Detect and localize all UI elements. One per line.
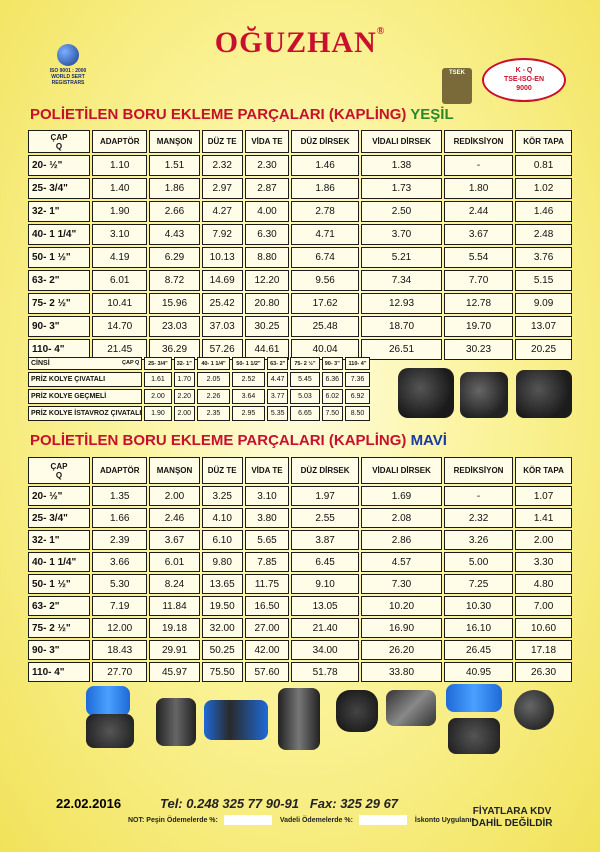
priz-price-cell: 2.26 xyxy=(197,389,230,404)
price-cell: 37.03 xyxy=(202,316,243,337)
price-cell: 1.07 xyxy=(515,486,572,506)
size-cell: 20- ½" xyxy=(28,155,90,176)
priz-price-cell: 2.95 xyxy=(232,406,265,421)
price-cell: 2.86 xyxy=(361,530,442,550)
priz-size-header: 32- 1" xyxy=(174,357,195,370)
price-cell: 19.50 xyxy=(202,596,243,616)
section-title-text: POLİETİLEN BORU EKLEME PARÇALARI (KAPLİNG) xyxy=(30,432,407,449)
price-cell: 3.76 xyxy=(515,247,572,268)
priz-kolye-image-2 xyxy=(460,372,508,418)
priz-price-cell: 1.70 xyxy=(174,372,195,387)
price-cell: 32.00 xyxy=(202,618,243,638)
col-header: VİDALI DİRSEK xyxy=(361,130,442,153)
priz-size-header: 25- 3/4" xyxy=(144,357,171,370)
price-cell: 17.62 xyxy=(291,293,359,314)
price-cell: 6.01 xyxy=(149,552,199,572)
table-row xyxy=(28,574,572,594)
vat-notice xyxy=(462,806,562,830)
price-cell: 40.04 xyxy=(291,339,359,360)
price-cell: 30.23 xyxy=(444,339,513,360)
vat-line1: FİYATLARA KDV xyxy=(472,806,552,817)
col-header: VİDA TE xyxy=(245,130,289,153)
iso-line1: ISO 9001 : 2000 xyxy=(49,68,87,74)
price-cell: - xyxy=(444,155,513,176)
section-title-green xyxy=(30,106,454,123)
priz-price-cell: 2.00 xyxy=(144,389,171,404)
price-cell: 26.51 xyxy=(361,339,442,360)
col-header: DÜZ DİRSEK xyxy=(291,130,359,153)
price-cell: 20.25 xyxy=(515,339,572,360)
table-row xyxy=(28,596,572,616)
size-cell: 50- 1 ½" xyxy=(28,574,90,594)
price-cell: 5.00 xyxy=(444,552,513,572)
note-credit: Vadeli Ödemelerde %: xyxy=(279,816,353,824)
price-cell: 11.84 xyxy=(149,596,199,616)
price-cell: 6.10 xyxy=(202,530,243,550)
priz-kolye-table xyxy=(26,355,372,423)
priz-name-cell: PRİZ KOLYE GEÇMELİ xyxy=(28,389,142,404)
price-cell: 33.80 xyxy=(361,662,442,682)
size-cell: 32- 1" xyxy=(28,530,90,550)
size-cell: 40- 1 1/4" xyxy=(28,552,90,572)
price-cell: 57.60 xyxy=(245,662,289,682)
price-cell: 44.61 xyxy=(245,339,289,360)
price-cell: 2.55 xyxy=(291,508,359,528)
price-cell: 42.00 xyxy=(245,640,289,660)
price-cell: 5.21 xyxy=(361,247,442,268)
phone-number: Tel: 0.248 325 77 90-91 xyxy=(160,796,300,811)
price-cell: 29.91 xyxy=(149,640,199,660)
size-cell: 75- 2 ½" xyxy=(28,293,90,314)
credit-discount-blank xyxy=(359,815,407,825)
price-cell: 23.03 xyxy=(149,316,199,337)
cap-header: ÇAP Q xyxy=(28,130,90,153)
table-row xyxy=(28,270,572,291)
price-cell: 26.45 xyxy=(444,640,513,660)
price-cell: 57.26 xyxy=(202,339,243,360)
discount-note xyxy=(128,815,474,825)
priz-kolye-image-3 xyxy=(516,370,572,418)
price-cell: 0.81 xyxy=(515,155,572,176)
price-cell: 6.01 xyxy=(92,270,147,291)
fax-number: Fax: 325 29 67 xyxy=(309,796,399,811)
price-cell: 2.66 xyxy=(149,201,199,222)
price-cell: 9.09 xyxy=(515,293,572,314)
size-cell: 20- ½" xyxy=(28,486,90,506)
priz-size-header: 50- 1 1/2" xyxy=(232,357,265,370)
table-row xyxy=(28,618,572,638)
priz-row xyxy=(28,406,370,421)
priz-price-cell: 3.64 xyxy=(232,389,265,404)
price-cell: 4.71 xyxy=(291,224,359,245)
price-cell: 1.66 xyxy=(92,508,147,528)
note-cash: NOT: Peşin Ödemelerde %: xyxy=(128,816,218,824)
price-cell: 1.46 xyxy=(515,201,572,222)
price-cell: 9.10 xyxy=(291,574,359,594)
price-cell: 75.50 xyxy=(202,662,243,682)
price-cell: 4.19 xyxy=(92,247,147,268)
size-cell: 25- 3/4" xyxy=(28,178,90,199)
price-cell: 6.74 xyxy=(291,247,359,268)
price-cell: 6.30 xyxy=(245,224,289,245)
blue-price-table xyxy=(26,455,574,684)
price-cell: 36.29 xyxy=(149,339,199,360)
col-header: ADAPTÖR xyxy=(92,457,147,484)
price-cell: 9.56 xyxy=(291,270,359,291)
priz-price-cell: 5.03 xyxy=(290,389,319,404)
priz-size-header: 110- 4" xyxy=(345,357,370,370)
size-cell: 75- 2 ½" xyxy=(28,618,90,638)
size-cell: 32- 1" xyxy=(28,201,90,222)
price-cell: 1.86 xyxy=(291,178,359,199)
kq-seal xyxy=(482,58,566,102)
size-cell: 63- 2" xyxy=(28,596,90,616)
price-cell: 3.87 xyxy=(291,530,359,550)
price-cell: 26.30 xyxy=(515,662,572,682)
table-row xyxy=(28,530,572,550)
price-cell: 2.39 xyxy=(92,530,147,550)
price-cell: 1.46 xyxy=(291,155,359,176)
price-cell: 3.66 xyxy=(92,552,147,572)
price-cell: 17.18 xyxy=(515,640,572,660)
price-cell: 15.96 xyxy=(149,293,199,314)
price-cell: 3.70 xyxy=(361,224,442,245)
price-cell: 1.40 xyxy=(92,178,147,199)
price-cell: 4.43 xyxy=(149,224,199,245)
priz-size-header: 40- 1 1/4" xyxy=(197,357,230,370)
price-cell: 12.93 xyxy=(361,293,442,314)
col-header: MANŞON xyxy=(149,457,199,484)
priz-price-cell: 7.36 xyxy=(345,372,370,387)
price-cell: 1.86 xyxy=(149,178,199,199)
price-cell: 1.90 xyxy=(92,201,147,222)
brand-name: OĞUZHAN xyxy=(214,26,377,59)
price-cell: 2.32 xyxy=(202,155,243,176)
price-cell: 4.80 xyxy=(515,574,572,594)
price-cell: 6.45 xyxy=(291,552,359,572)
priz-name-cell: PRİZ KOLYE ÇIVATALI xyxy=(28,372,142,387)
fitting-image-manson xyxy=(86,714,134,748)
col-header: KÖR TAPA xyxy=(515,457,572,484)
priz-price-cell: 6.65 xyxy=(290,406,319,421)
fitting-image-kor-tapa xyxy=(514,690,554,730)
priz-price-cell: 6.36 xyxy=(322,372,343,387)
price-cell: 3.67 xyxy=(444,224,513,245)
price-cell: 1.35 xyxy=(92,486,147,506)
priz-price-cell: 1.90 xyxy=(144,406,171,421)
table-header-row xyxy=(28,457,572,484)
price-cell: 19.18 xyxy=(149,618,199,638)
price-cell: 1.41 xyxy=(515,508,572,528)
priz-price-cell: 8.50 xyxy=(345,406,370,421)
price-cell: 13.07 xyxy=(515,316,572,337)
priz-price-cell: 7.50 xyxy=(322,406,343,421)
note-discount: İskonto Uygulanır xyxy=(414,816,475,824)
priz-size-header: 90- 3" xyxy=(322,357,343,370)
price-cell: 3.10 xyxy=(92,224,147,245)
globe-icon xyxy=(57,44,79,66)
size-cell: 50- 1 ½" xyxy=(28,247,90,268)
price-cell: 10.20 xyxy=(361,596,442,616)
price-cell: 16.10 xyxy=(444,618,513,638)
price-cell: 2.44 xyxy=(444,201,513,222)
table-row xyxy=(28,247,572,268)
price-cell: 34.00 xyxy=(291,640,359,660)
price-cell: 50.25 xyxy=(202,640,243,660)
col-header: REDİKSİYON xyxy=(444,457,513,484)
size-cell: 40- 1 1/4" xyxy=(28,224,90,245)
price-cell: 5.15 xyxy=(515,270,572,291)
price-cell: 12.20 xyxy=(245,270,289,291)
priz-cins-header: CİNSİ ÇAP Q xyxy=(28,357,142,370)
registered-mark: ® xyxy=(376,26,386,37)
table-row xyxy=(28,155,572,176)
priz-price-cell: 5.35 xyxy=(267,406,288,421)
col-header: DÜZ TE xyxy=(202,457,243,484)
price-cell: 7.00 xyxy=(515,596,572,616)
price-cell: 30.25 xyxy=(245,316,289,337)
green-price-table xyxy=(26,128,574,362)
price-cell: 4.10 xyxy=(202,508,243,528)
price-cell: 2.30 xyxy=(245,155,289,176)
price-cell: 2.08 xyxy=(361,508,442,528)
price-cell: 7.25 xyxy=(444,574,513,594)
price-cell: 2.78 xyxy=(291,201,359,222)
section-color-word: YEŞİL xyxy=(410,106,454,123)
price-cell: 11.75 xyxy=(245,574,289,594)
table-row xyxy=(28,662,572,682)
price-cell: 21.40 xyxy=(291,618,359,638)
section-title-blue xyxy=(30,432,447,449)
table-row xyxy=(28,293,572,314)
price-cell: 45.97 xyxy=(149,662,199,682)
size-cell: 90- 3" xyxy=(28,640,90,660)
priz-size-header: 75- 2 ½" xyxy=(290,357,319,370)
priz-price-cell: 2.20 xyxy=(174,389,195,404)
table-row xyxy=(28,224,572,245)
priz-price-cell: 1.61 xyxy=(144,372,171,387)
price-cell: 12.78 xyxy=(444,293,513,314)
fitting-image-rediksiyon xyxy=(446,684,502,712)
price-cell: 26.20 xyxy=(361,640,442,660)
table-row xyxy=(28,486,572,506)
price-cell: 16.50 xyxy=(245,596,289,616)
col-header: MANŞON xyxy=(149,130,199,153)
size-cell: 90- 3" xyxy=(28,316,90,337)
vat-line2: DAHİL DEĞİLDİR xyxy=(471,818,553,829)
fitting-image-vidali-dirsek xyxy=(386,690,436,726)
table-row xyxy=(28,552,572,572)
price-cell: 5.30 xyxy=(92,574,147,594)
price-cell: 12.00 xyxy=(92,618,147,638)
priz-row xyxy=(28,389,370,404)
price-cell: 16.90 xyxy=(361,618,442,638)
price-cell: 8.72 xyxy=(149,270,199,291)
priz-kolye-image-1 xyxy=(398,368,454,418)
iso-cert-logo xyxy=(40,44,96,86)
price-cell: 2.48 xyxy=(515,224,572,245)
price-cell: 2.00 xyxy=(515,530,572,550)
table-row xyxy=(28,201,572,222)
priz-price-cell: 2.05 xyxy=(197,372,230,387)
priz-price-cell: 6.92 xyxy=(345,389,370,404)
price-cell: - xyxy=(444,486,513,506)
table-header-row xyxy=(28,130,572,153)
quality-certificates xyxy=(442,58,566,116)
table-row xyxy=(28,178,572,199)
price-cell: 1.51 xyxy=(149,155,199,176)
price-cell: 2.46 xyxy=(149,508,199,528)
price-cell: 25.48 xyxy=(291,316,359,337)
price-cell: 2.97 xyxy=(202,178,243,199)
col-header: VİDALI DİRSEK xyxy=(361,457,442,484)
price-cell: 5.54 xyxy=(444,247,513,268)
price-cell: 1.02 xyxy=(515,178,572,199)
price-cell: 1.10 xyxy=(92,155,147,176)
price-list-date: 22.02.2016 xyxy=(56,796,122,811)
priz-price-cell: 6.02 xyxy=(322,389,343,404)
price-cell: 2.32 xyxy=(444,508,513,528)
price-cell: 20.80 xyxy=(245,293,289,314)
contact-info xyxy=(160,796,398,811)
price-cell: 21.45 xyxy=(92,339,147,360)
price-cell: 1.97 xyxy=(291,486,359,506)
price-cell: 7.30 xyxy=(361,574,442,594)
col-header: ADAPTÖR xyxy=(92,130,147,153)
size-cell: 25- 3/4" xyxy=(28,508,90,528)
table-row xyxy=(28,640,572,660)
price-cell: 7.92 xyxy=(202,224,243,245)
size-cell: 63- 2" xyxy=(28,270,90,291)
col-header: VİDA TE xyxy=(245,457,289,484)
size-cell: 110- 4" xyxy=(28,339,90,360)
section-color-word: MAVİ xyxy=(410,432,447,449)
price-cell: 10.60 xyxy=(515,618,572,638)
price-cell: 40.95 xyxy=(444,662,513,682)
price-cell: 1.38 xyxy=(361,155,442,176)
price-cell: 18.70 xyxy=(361,316,442,337)
price-cell: 2.50 xyxy=(361,201,442,222)
price-cell: 10.41 xyxy=(92,293,147,314)
priz-price-cell: 2.00 xyxy=(174,406,195,421)
col-header: REDİKSİYON xyxy=(444,130,513,153)
priz-price-cell: 3.77 xyxy=(267,389,288,404)
size-cell: 110- 4" xyxy=(28,662,90,682)
price-cell: 8.24 xyxy=(149,574,199,594)
price-cell: 13.65 xyxy=(202,574,243,594)
priz-price-cell: 4.47 xyxy=(267,372,288,387)
price-cell: 3.80 xyxy=(245,508,289,528)
table-row xyxy=(28,508,572,528)
price-cell: 10.13 xyxy=(202,247,243,268)
price-cell: 1.80 xyxy=(444,178,513,199)
price-cell: 2.87 xyxy=(245,178,289,199)
price-cell: 8.80 xyxy=(245,247,289,268)
priz-size-header: 63- 2" xyxy=(267,357,288,370)
iso-line3: REGISTRARS xyxy=(51,80,85,86)
price-cell: 7.85 xyxy=(245,552,289,572)
kq-line3: 9000 xyxy=(516,85,532,92)
table-row xyxy=(28,316,572,337)
kq-line2: TSE-ISO-EN xyxy=(503,76,545,83)
fitting-image-adaptor xyxy=(86,686,130,716)
price-cell: 4.27 xyxy=(202,201,243,222)
price-cell: 27.00 xyxy=(245,618,289,638)
price-cell: 7.19 xyxy=(92,596,147,616)
price-cell: 1.73 xyxy=(361,178,442,199)
price-cell: 6.29 xyxy=(149,247,199,268)
price-cell: 10.30 xyxy=(444,596,513,616)
col-header: DÜZ DİRSEK xyxy=(291,457,359,484)
price-cell: 2.00 xyxy=(149,486,199,506)
price-cell: 5.65 xyxy=(245,530,289,550)
priz-row xyxy=(28,372,370,387)
fitting-image-vida-te xyxy=(278,688,320,750)
price-cell: 51.78 xyxy=(291,662,359,682)
section-title-text: POLİETİLEN BORU EKLEME PARÇALARI (KAPLİNG) xyxy=(30,106,407,123)
col-header: DÜZ TE xyxy=(202,130,243,153)
price-cell: 27.70 xyxy=(92,662,147,682)
col-header: KÖR TAPA xyxy=(515,130,572,153)
iso-line2: WORLD SERT xyxy=(51,74,85,80)
price-cell: 25.42 xyxy=(202,293,243,314)
price-cell: 4.00 xyxy=(245,201,289,222)
priz-header-row xyxy=(28,357,370,370)
price-cell: 7.34 xyxy=(361,270,442,291)
price-cell: 4.57 xyxy=(361,552,442,572)
price-cell: 3.26 xyxy=(444,530,513,550)
price-cell: 3.30 xyxy=(515,552,572,572)
fitting-image-te xyxy=(204,700,268,740)
priz-price-cell: 2.52 xyxy=(232,372,265,387)
price-cell: 3.67 xyxy=(149,530,199,550)
price-cell: 1.69 xyxy=(361,486,442,506)
price-cell: 14.69 xyxy=(202,270,243,291)
price-cell: 19.70 xyxy=(444,316,513,337)
fitting-image-dirsek xyxy=(336,690,378,732)
price-cell: 13.05 xyxy=(291,596,359,616)
price-cell: 14.70 xyxy=(92,316,147,337)
price-cell: 7.70 xyxy=(444,270,513,291)
fitting-image-rediksiyon-black xyxy=(448,718,500,754)
priz-price-cell: 5.45 xyxy=(290,372,319,387)
tsek-badge: TSEK xyxy=(442,68,472,104)
price-cell: 3.10 xyxy=(245,486,289,506)
price-cell: 9.80 xyxy=(202,552,243,572)
price-cell: 18.43 xyxy=(92,640,147,660)
cash-discount-blank xyxy=(224,815,272,825)
priz-price-cell: 2.35 xyxy=(197,406,230,421)
kq-line1: K - Q xyxy=(515,67,533,74)
cap-header: ÇAP Q xyxy=(28,457,90,484)
price-cell: 3.25 xyxy=(202,486,243,506)
priz-name-cell: PRİZ KOLYE İSTAVROZ ÇIVATALI xyxy=(28,406,142,421)
fitting-image-reducer xyxy=(156,698,196,746)
